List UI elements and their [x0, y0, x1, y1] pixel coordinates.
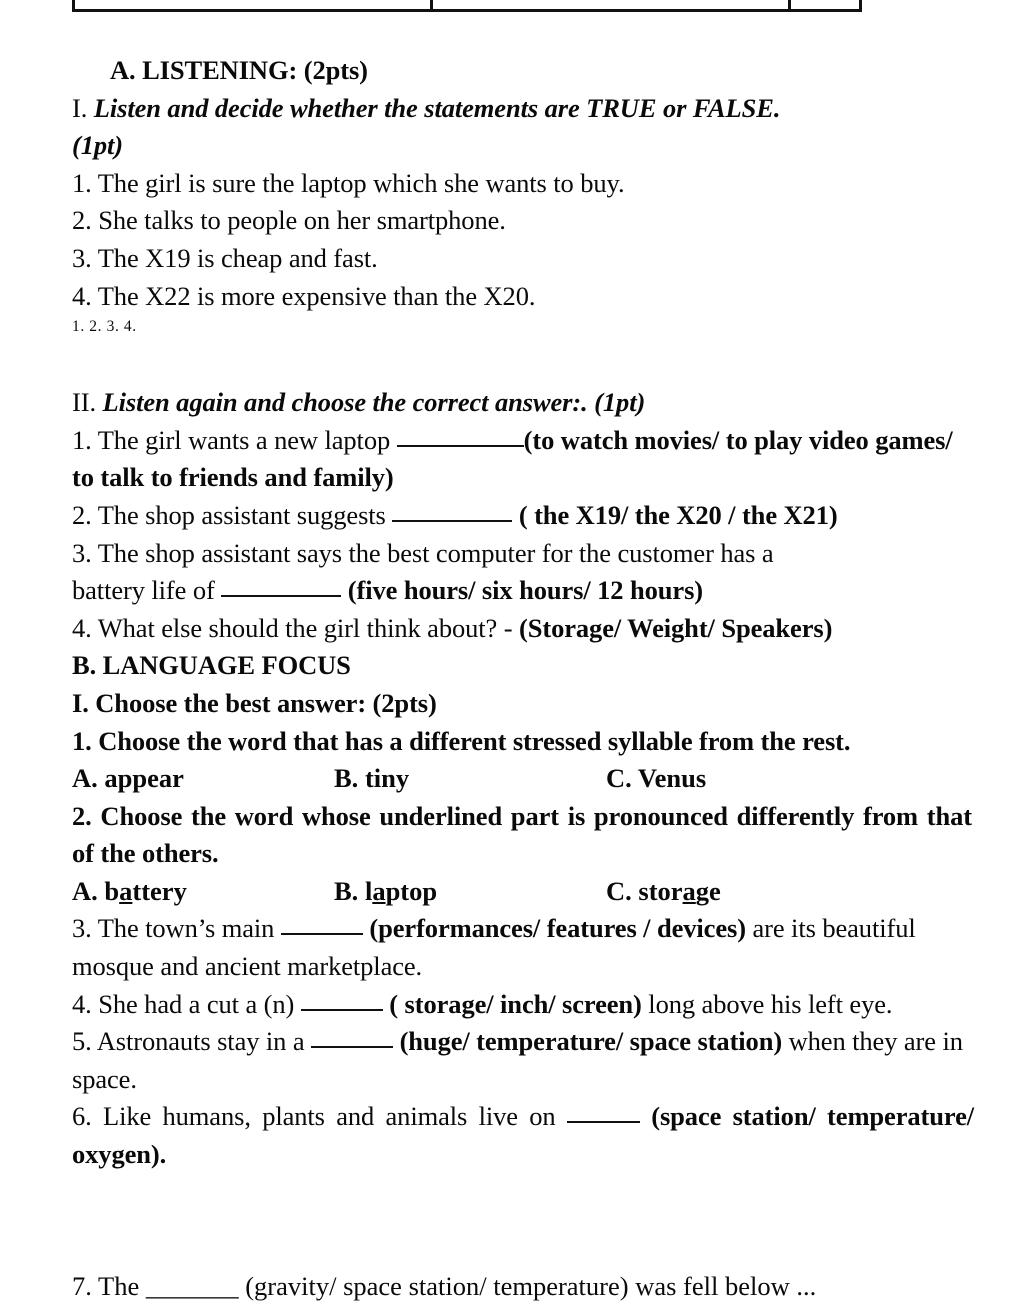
focus-question-1-options	[72, 760, 974, 798]
part2-numeral: II.	[72, 387, 96, 418]
focus-question-4	[72, 986, 974, 1024]
q4-options: ( storage/ inch/ screen)	[389, 988, 642, 1019]
option-a-label: A.	[72, 875, 98, 906]
table-bottom-border-fragment	[72, 0, 862, 12]
table-divider-left	[72, 0, 75, 9]
table-divider-1	[430, 0, 433, 9]
q3-answer-blank[interactable]	[281, 933, 363, 935]
option-c[interactable]	[606, 873, 721, 911]
focus-question-7-cutoff: 7. The _______ (gravity/ space station/ temperature) was fell below ...	[72, 1271, 817, 1301]
q3-stem: 3. The town’s main	[72, 913, 281, 944]
section-spacer	[72, 337, 974, 384]
option-b-prefix: l	[364, 875, 373, 906]
part2-question-4	[72, 610, 974, 648]
part1-answer-line[interactable]: 1. 2. 3. 4.	[72, 318, 137, 336]
option-b-suffix: ptop	[385, 875, 438, 906]
option-a-underlined-part: a	[119, 875, 133, 906]
option-b[interactable]	[334, 873, 606, 911]
q4-stem: 4. She had a cut a (n)	[72, 988, 301, 1019]
table-divider-right	[859, 0, 862, 9]
focus-question-5	[72, 1023, 974, 1098]
q1-options: (to watch movies/ to play video games/ to talk to friends and family)	[72, 424, 953, 493]
option-a-word: appear	[104, 763, 184, 794]
section-a-part2-title-line	[72, 384, 974, 422]
q3-options: (performances/ features / devices)	[369, 913, 746, 944]
table-divider-2	[788, 0, 791, 9]
listening-statement: 4. The X22 is more expensive than the X20.	[72, 280, 536, 311]
focus-question-2-prompt: 2. Choose the word whose underlined part is pronounced differently from that of the others.	[72, 800, 972, 869]
option-b[interactable]	[334, 760, 606, 798]
q3-tail: are its beautiful mosque and ancient marketplace.	[72, 913, 916, 982]
q3-answer-blank[interactable]	[221, 595, 341, 597]
part2-title: Listen again and choose the correct answer:. (1pt)	[102, 387, 646, 418]
part2-question-3-line1: 3. The shop assistant says the best computer for the customer has a	[72, 537, 774, 568]
q5-tail: when they are in space.	[72, 1026, 963, 1094]
part1-title: Listen and decide whether the statements are TRUE or FALSE.	[93, 92, 781, 123]
q6-answer-blank[interactable]	[567, 1121, 640, 1123]
q5-options: (huge/ temperature/ space station)	[399, 1026, 783, 1057]
section-b-heading: B. LANGUAGE FOCUS	[72, 650, 351, 681]
q5-stem: 5. Astronauts stay in a	[72, 1026, 312, 1057]
q4-tail: long above his left eye.	[641, 988, 893, 1019]
listening-statement: 3. The X19 is cheap and fast.	[72, 242, 378, 273]
option-a-suffix: ttery	[132, 875, 187, 906]
section-a-heading: A. LISTENING: (2pts)	[110, 55, 368, 85]
option-a-prefix: b	[104, 875, 120, 906]
part1-numeral: I.	[72, 92, 88, 123]
worksheet-content	[72, 52, 974, 1174]
focus-question-6	[72, 1098, 974, 1173]
option-a[interactable]	[72, 760, 334, 798]
q4-answer-blank[interactable]	[301, 1009, 383, 1011]
option-a[interactable]	[72, 873, 334, 911]
q4-options: (Storage/ Weight/ Speakers)	[519, 612, 833, 643]
q1-answer-blank[interactable]	[397, 445, 524, 447]
option-c-label: C.	[606, 763, 632, 794]
q2-stem: 2. The shop assistant suggests	[72, 499, 393, 530]
q6-stem: 6. Like humans, plants and animals live on	[72, 1101, 567, 1132]
option-c-underlined-part: a	[682, 875, 696, 906]
listening-statement: 1. The girl is sure the laptop which she wants to buy.	[72, 167, 625, 198]
option-c[interactable]	[606, 760, 706, 798]
option-a-word	[104, 876, 186, 906]
option-c-word: Venus	[637, 763, 707, 794]
option-c-prefix: stor	[638, 875, 683, 906]
option-b-label: B.	[334, 875, 359, 906]
option-b-word: tiny	[364, 763, 410, 794]
focus-question-2-options	[72, 873, 974, 911]
q5-answer-blank[interactable]	[311, 1046, 393, 1048]
option-a-label: A.	[72, 763, 98, 794]
part1-points: (1pt)	[72, 130, 124, 161]
option-b-underlined-part: a	[372, 875, 386, 906]
option-b-label: B.	[334, 763, 359, 794]
q1-stem: 1. The girl wants a new laptop	[72, 424, 397, 455]
q2-options: ( the X19/ the X20 / the X21)	[518, 499, 838, 530]
section-a-part1-title-line	[72, 90, 974, 128]
q3-stem-cont: battery life of	[72, 575, 222, 606]
focus-question-1-prompt: 1. Choose the word that has a different stressed syllable from the rest.	[72, 725, 851, 756]
q3-options: (five hours/ six hours/ 12 hours)	[347, 575, 704, 606]
part2-question-2	[72, 497, 974, 535]
section-b-part1-title: I. Choose the best answer: (2pts)	[72, 687, 437, 718]
part2-question-3-line2	[72, 572, 974, 610]
option-c-suffix: ge	[695, 875, 721, 906]
listening-statement: 2. She talks to people on her smartphone.	[72, 205, 506, 236]
q4-stem: 4. What else should the girl think about? -	[72, 612, 519, 643]
option-b-word	[365, 876, 437, 906]
option-c-word	[638, 876, 720, 906]
option-c-label: C.	[606, 875, 632, 906]
q2-answer-blank[interactable]	[392, 520, 512, 522]
q6-options: (space station/ temperature/ oxygen).	[72, 1101, 974, 1170]
part2-question-1	[72, 422, 974, 497]
focus-question-3	[72, 910, 974, 985]
